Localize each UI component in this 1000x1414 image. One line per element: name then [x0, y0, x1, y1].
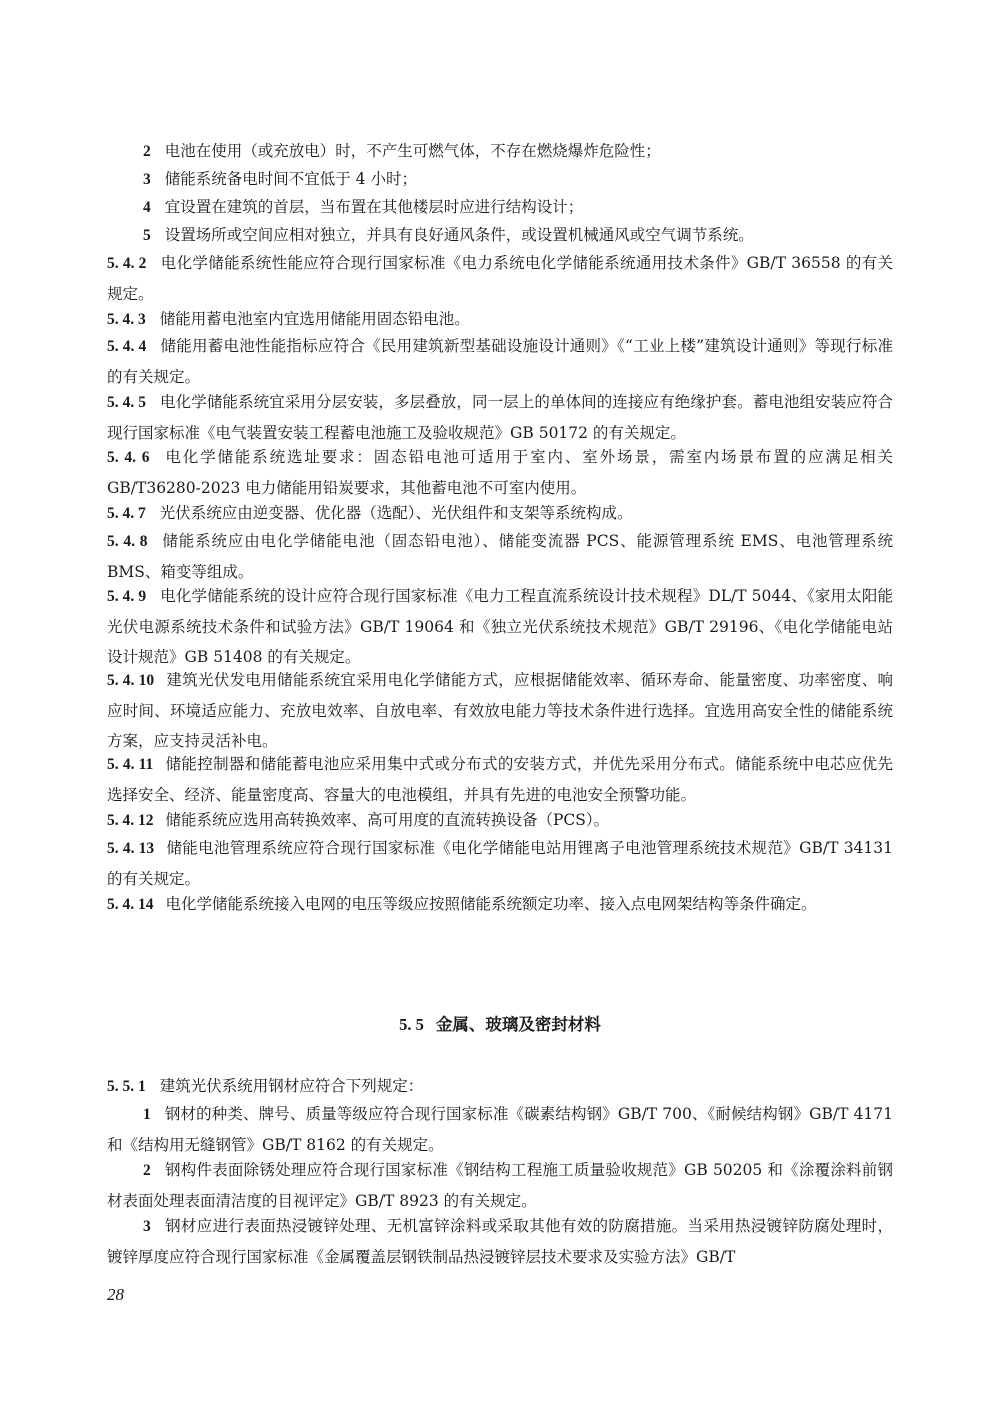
- clause: [107, 805, 893, 836]
- section-number: 5. 5: [399, 1015, 424, 1034]
- item-text: 电池在使用（或充放电）时，不产生可燃气体，不存在燃烧爆炸危险性；: [164, 142, 661, 160]
- clause: [107, 665, 893, 756]
- clause-number: 5. 4. 14: [107, 896, 154, 913]
- item-number: 3: [143, 171, 151, 188]
- item-text: 储能系统备电时间不宜低于 4 小时；: [164, 170, 417, 188]
- clause-text: 建筑光伏系统用钢材应符合下列规定：: [159, 1077, 424, 1095]
- item-text: 宜设置在建筑的首层，当布置在其他楼层时应进行结构设计；: [164, 198, 584, 216]
- clause-text: 储能控制器和储能蓄电池应采用集中式或分布式的安装方式，并优先采用分布式。储能系统中电芯应优先选择安全、经济、能量密度高、容量大的电池模组，并具有先进的电池安全预警功能。: [107, 755, 893, 804]
- clause: [107, 1071, 893, 1102]
- list-item: [107, 136, 893, 167]
- clause-number: 5. 4. 13: [107, 840, 155, 857]
- clause-number: 5. 4. 2: [107, 255, 147, 272]
- clause-number: 5. 4. 9: [107, 588, 147, 605]
- clause: [107, 581, 893, 672]
- clause: [107, 833, 893, 894]
- item-number: 5: [143, 227, 151, 244]
- clause: [107, 442, 893, 503]
- clause: [107, 387, 893, 448]
- clause: [107, 331, 893, 392]
- section-heading: [0, 1010, 1000, 1040]
- list-item: [107, 1211, 893, 1272]
- item-text: 钢材的种类、牌号、质量等级应符合现行国家标准《碳素结构钢》GB/T 700、《耐候结构钢》GB/T 4171 和《结构用无缝钢管》GB/T 8162 的有关规定。: [107, 1105, 893, 1154]
- clause-text: 电化学储能系统的设计应符合现行国家标准《电力工程直流系统设计技术规程》DL/T 5044、《家用太阳能光伏电源系统技术条件和试验方法》GB/T 19064 和《独立光伏系统技术规范》GB/T 29196、《电化学储能电站设计规范》GB 51408 的有关规定。: [107, 587, 893, 666]
- item-number: 3: [143, 1218, 151, 1235]
- clause-number: 5. 4. 11: [107, 756, 154, 773]
- clause-text: 建筑光伏发电用储能系统宜采用电化学储能方式，应根据储能效率、循环寿命、能量密度、功率密度、响应时间、环境适应能力、充放电效率、自放电率、有效放电能力等技术条件进行选择。宜选用高安全性的储能系统方案，应支持灵活补电。: [107, 671, 893, 750]
- item-text: 钢材应进行表面热浸镀锌处理、无机富锌涂料或采取其他有效的防腐措施。当采用热浸镀锌防腐处理时，镀锌厚度应符合现行国家标准《金属覆盖层钢铁制品热浸镀锌层技术要求及实验方法》GB/T: [107, 1217, 893, 1266]
- item-number: 1: [143, 1106, 151, 1123]
- clause-number: 5. 4. 8: [107, 533, 148, 550]
- list-item: [107, 220, 893, 251]
- clause-number: 5. 4. 6: [107, 449, 150, 466]
- list-item: [107, 1099, 893, 1160]
- clause-text: 电化学储能系统选址要求：固态铅电池可适用于室内、室外场景，需室内场景布置的应满足相关 GB/T36280-2023 电力储能用铅炭要求，其他蓄电池不可室内使用。: [107, 448, 893, 497]
- item-number: 4: [143, 199, 151, 216]
- clause-number: 5. 4. 10: [107, 672, 155, 689]
- clause-number: 5. 4. 3: [107, 311, 146, 328]
- clause-text: 光伏系统应由逆变器、优化器（选配）、光伏组件和支架等系统构成。: [159, 504, 633, 522]
- clause-text: 储能电池管理系统应符合现行国家标准《电化学储能电站用锂离子电池管理系统技术规范》GB/T 34131 的有关规定。: [107, 839, 894, 888]
- item-text: 钢构件表面除锈处理应符合现行国家标准《钢结构工程施工质量验收规范》GB 50205 和《涂覆涂料前钢材表面处理表面清洁度的目视评定》GB/T 8923 的有关规定。: [107, 1161, 893, 1210]
- clause-text: 储能系统应选用高转换效率、高可用度的直流转换设备（PCS）。: [165, 811, 610, 829]
- list-item: [107, 192, 893, 223]
- clause-number: 5. 4. 7: [107, 505, 146, 522]
- clause-number: 5. 5. 1: [107, 1078, 146, 1095]
- clause: [107, 248, 893, 309]
- clause-text: 储能用蓄电池性能指标应符合《民用建筑新型基础设施设计通则》《“工业上楼”建筑设计通则》等现行标准的有关规定。: [107, 337, 894, 386]
- section-title: 金属、玻璃及密封材料: [435, 1015, 601, 1034]
- list-item: [107, 1155, 893, 1216]
- item-number: 2: [143, 143, 151, 160]
- list-item: [107, 164, 893, 195]
- clause-text: 储能用蓄电池室内宜选用储能用固态铅电池。: [159, 310, 470, 328]
- clause-text: 储能系统应由电化学储能电池（固态铅电池）、储能变流器 PCS、能源管理系统 EMS、电池管理系统 BMS、箱变等组成。: [107, 532, 893, 581]
- clause-text: 电化学储能系统性能应符合现行国家标准《电力系统电化学储能系统通用技术条件》GB/T 36558 的有关规定。: [107, 254, 893, 303]
- clause: [107, 749, 893, 810]
- clause-number: 5. 4. 5: [107, 394, 146, 411]
- clause-number: 5. 4. 4: [107, 338, 147, 355]
- item-number: 2: [143, 1162, 151, 1179]
- clause-text: 电化学储能系统宜采用分层安装，多层叠放，同一层上的单体间的连接应有绝缘护套。蓄电池组安装应符合现行国家标准《电气装置安装工程蓄电池施工及验收规范》GB 50172 的有关规定。: [107, 393, 893, 442]
- clause: [107, 526, 893, 587]
- clause-number: 5. 4. 12: [107, 812, 154, 829]
- clause: [107, 498, 893, 529]
- item-text: 设置场所或空间应相对独立，并具有良好通风条件，或设置机械通风或空气调节系统。: [164, 226, 754, 244]
- page-number: 28: [107, 1285, 124, 1304]
- clause-text: 电化学储能系统接入电网的电压等级应按照储能系统额定功率、接入点电网架结构等条件确定。: [165, 895, 817, 913]
- clause: [107, 889, 893, 920]
